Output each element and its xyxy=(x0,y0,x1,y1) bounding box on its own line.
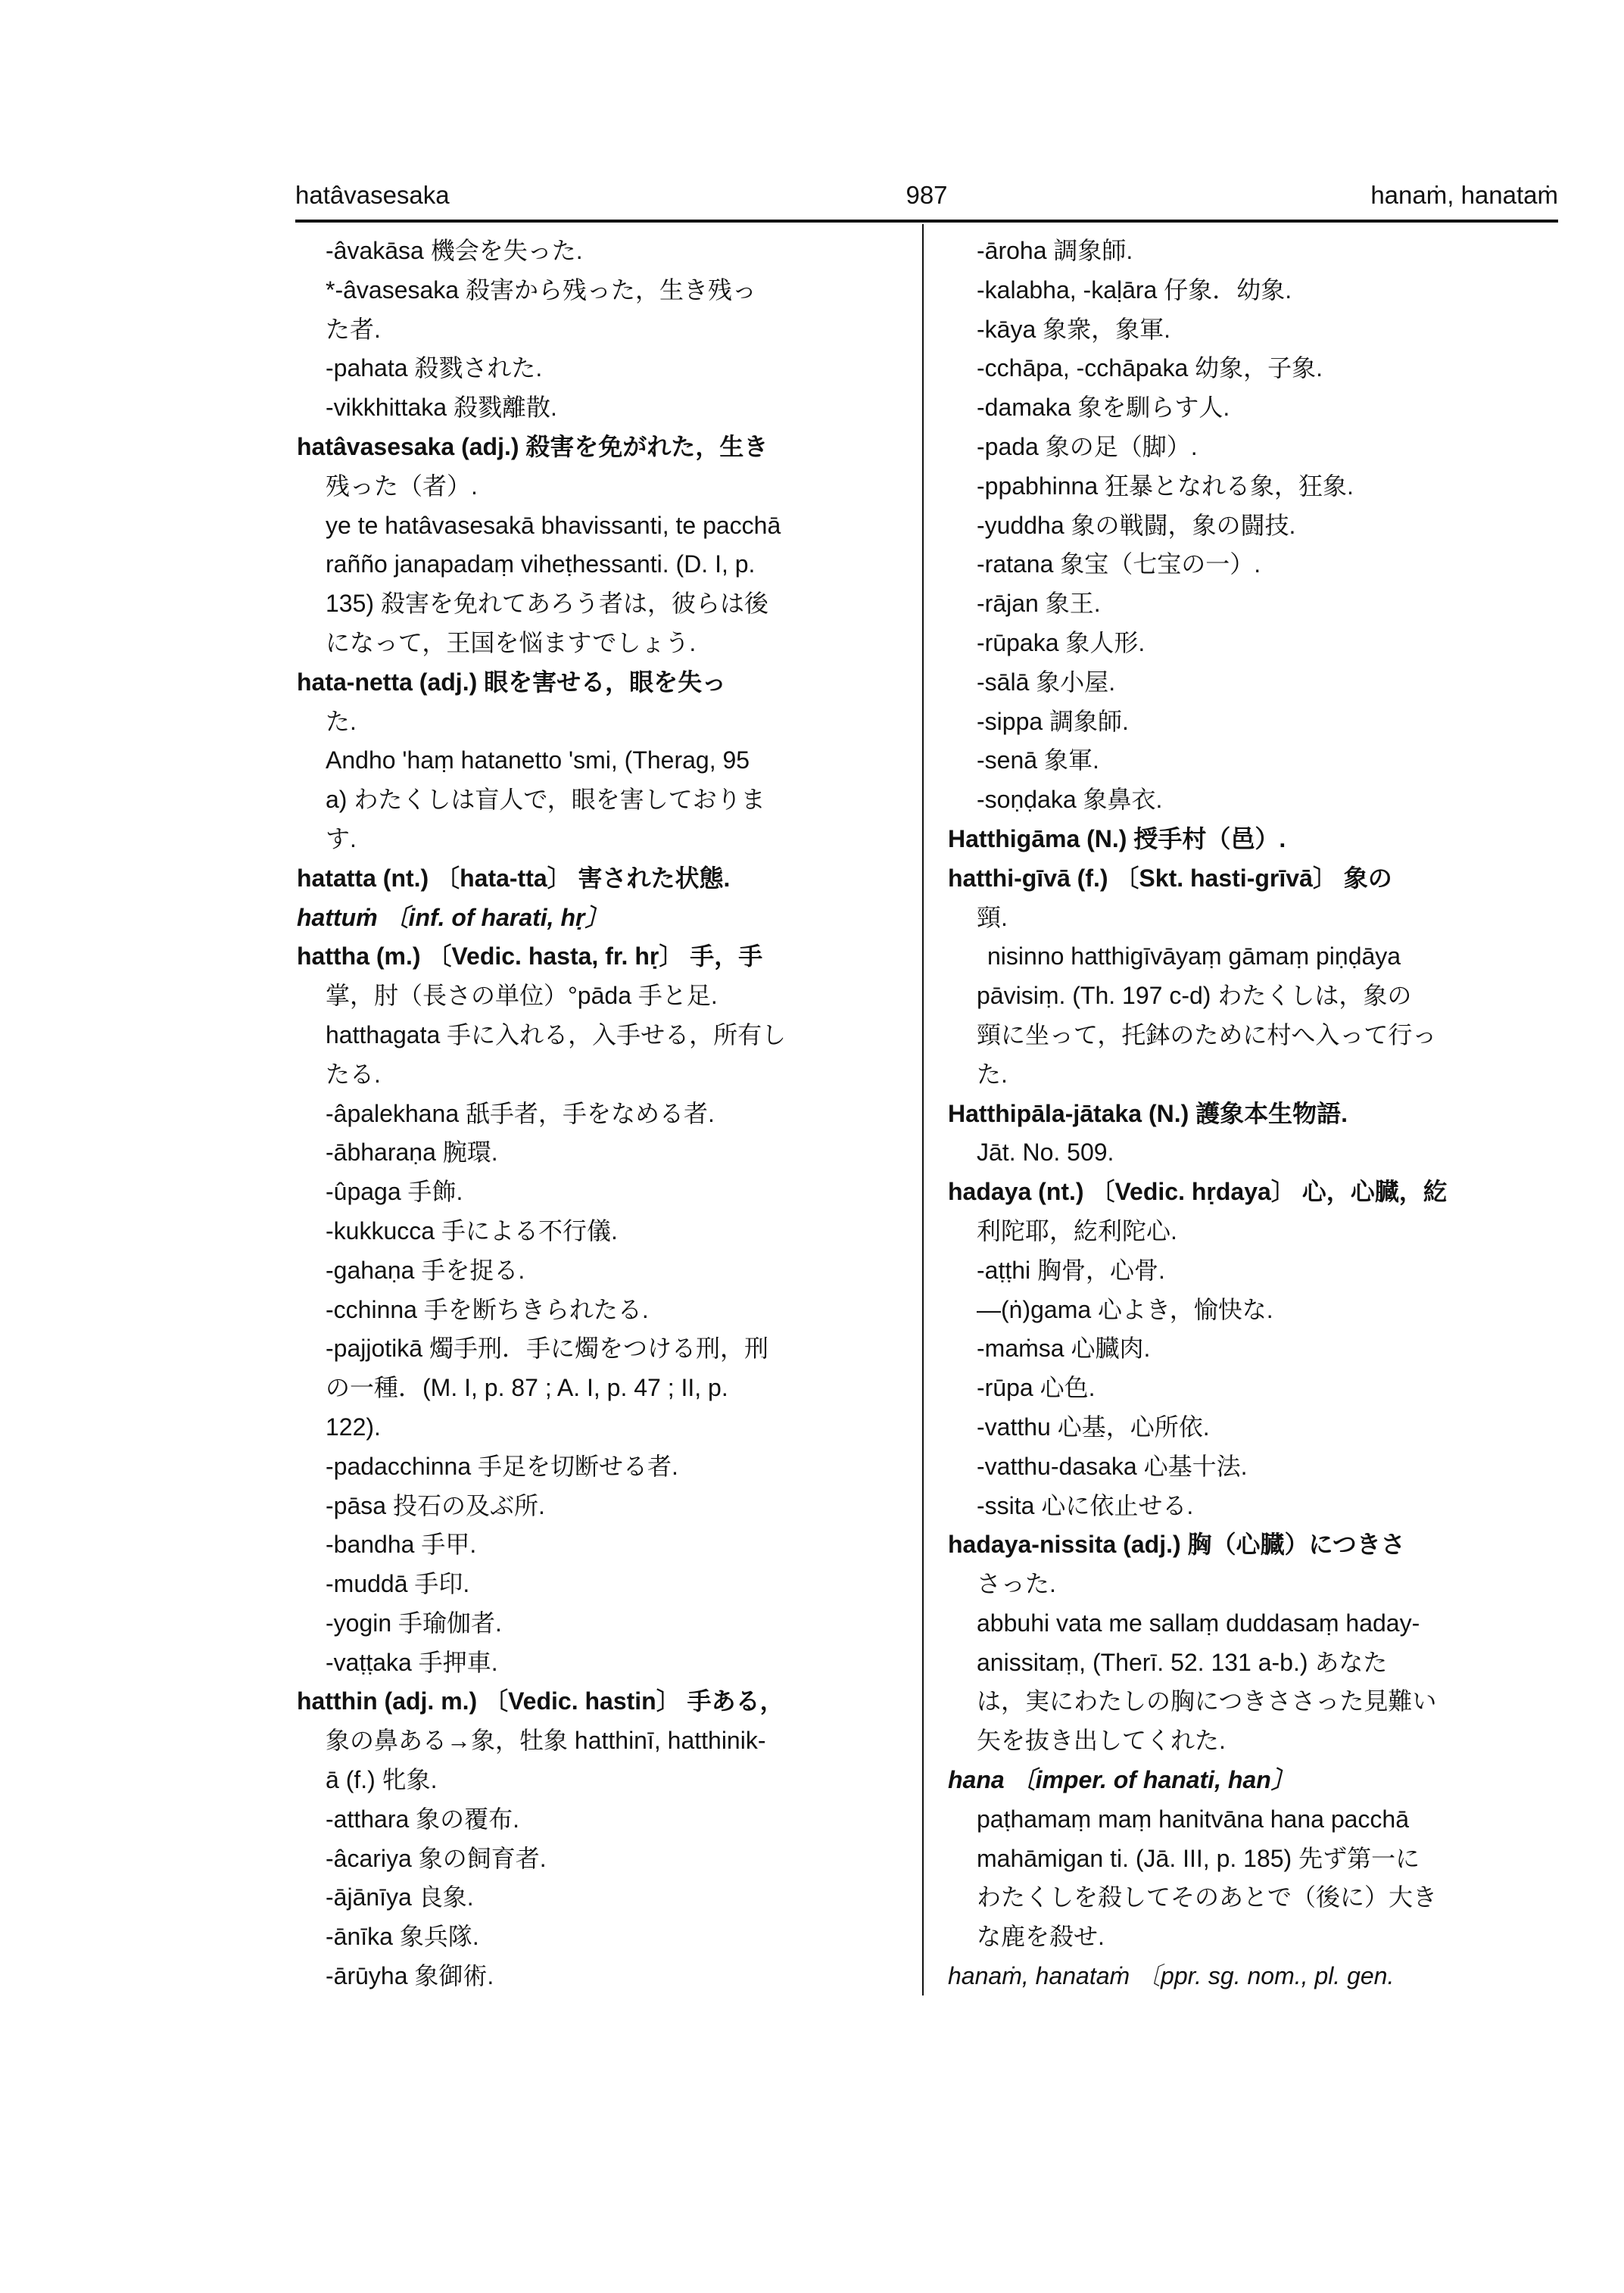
entry-line: の一種．(M. I, p. 87 ; A. I, p. 47 ; II, p. xyxy=(326,1374,728,1402)
entry-line: -ssita 心に依止せる. xyxy=(977,1491,1194,1519)
headword-line: hattha (m.) 〔Vedic. hasta, fr. hṛ〕 手，手 xyxy=(297,942,763,970)
entry-line: *-âvasesaka 殺害から残った，生き残っ xyxy=(326,276,756,304)
entry-line: -vatthu-dasaka 心基十法. xyxy=(977,1452,1248,1480)
entry-line: -damaka 象を馴らす人. xyxy=(977,394,1230,422)
entry-line: になって，王国を悩ますでしょう. xyxy=(326,628,697,656)
entry-line: abbuhi vata me sallaṃ duddasaṃ haday- xyxy=(977,1609,1420,1637)
entry-line: -âvakāsa 機会を失った. xyxy=(326,237,583,264)
header-rule xyxy=(295,220,1558,223)
entry-line: raññо janapadaṃ viheṭhessanti. (D. I, p. xyxy=(326,550,756,578)
entry-line: -ûpaga 手飾. xyxy=(326,1178,463,1206)
entry-line: -sippa 調象師. xyxy=(977,707,1129,735)
header-left-guideword: hatâvasesaka xyxy=(295,181,450,209)
entry-line: a) わたくしは盲人で，眼を害しておりま xyxy=(326,786,765,814)
headword-line: Hatthipāla-jātaka (N.) 護象本生物語. xyxy=(948,1099,1348,1127)
entry-line: -gahaṇa 手を捉る. xyxy=(326,1256,525,1284)
entry-line: -kāya 象衆，象軍. xyxy=(977,315,1171,343)
entry-line: pāvisiṃ. (Th. 197 c-d) わたくしは，象の xyxy=(977,982,1412,1010)
entry-line: -vatthu 心基，心所依. xyxy=(977,1413,1210,1441)
entry-line: -aṭṭhi 胸骨，心骨. xyxy=(977,1256,1165,1284)
entry-line: 135) 殺害を免れてあろう者は，彼らは後 xyxy=(326,590,768,618)
entry-line: -ābharaṇa 腕環. xyxy=(326,1139,498,1167)
headword-line: hatâvasesaka (adj.) 殺害を免がれた，生き xyxy=(297,432,768,460)
entry-line: -âcariya 象の飼育者. xyxy=(326,1844,547,1872)
entry-line: -maṁsa 心臓肉. xyxy=(977,1335,1151,1363)
entry-line: 頸. xyxy=(977,903,1008,931)
entry-line: —(ṅ)gama 心よき，愉快な. xyxy=(977,1295,1273,1323)
entry-line: ye te hatâvasesakā bhavissanti, te pacchā xyxy=(326,511,781,539)
entry-line: -ājānīya 良象. xyxy=(326,1883,474,1911)
entry-line: た者. xyxy=(326,315,381,343)
entry-line: -soṇḍaka 象鼻衣. xyxy=(977,786,1163,814)
entry-line: -ārūyha 象御術. xyxy=(326,1962,494,1990)
entry-line: ā (f.) 牝象. xyxy=(326,1766,438,1794)
page-number: 987 xyxy=(906,181,948,209)
left-column xyxy=(297,232,915,1996)
entry-line: たる. xyxy=(326,1060,381,1088)
entry-line: わたくしを殺してそのあとで（後に）大き xyxy=(977,1883,1438,1911)
entry-line: -āroha 調象師. xyxy=(977,237,1133,264)
entry-line: な鹿を殺せ. xyxy=(977,1923,1105,1951)
entry-line: 掌，肘（長さの単位）°pāda 手と足. xyxy=(326,982,718,1010)
entry-line: nisinno hatthigīvāyaṃ gāmaṃ piṇḍāya xyxy=(987,942,1401,970)
headword-line: hatatta (nt.) 〔hata-tta〕 害された状態. xyxy=(297,864,731,892)
headword-line: hadaya (nt.) 〔Vedic. hṛdaya〕 心，心臓，紇 xyxy=(948,1178,1448,1206)
column-divider xyxy=(922,224,924,1995)
entry-line: -cchinna 手を断ちきられたる. xyxy=(326,1295,649,1323)
entry-line: -yuddha 象の戦闘，象の闘技. xyxy=(977,511,1296,539)
entry-line: -vaṭṭaka 手押車. xyxy=(326,1648,498,1676)
entry-line: -pahata 殺戮された. xyxy=(326,354,543,382)
entry-line: -sālā 象小屋. xyxy=(977,668,1116,696)
right-column xyxy=(948,232,1566,1996)
entry-line: 利陀耶，紇利陀心. xyxy=(977,1217,1177,1245)
entry-line: -pada 象の足（脚）. xyxy=(977,432,1198,460)
entry-line: は，実にわたしの胸につきささった見難い xyxy=(977,1687,1437,1715)
entry-line: hatthagata 手に入れる，入手せる，所有し xyxy=(326,1020,787,1048)
entry-line: 122). xyxy=(326,1413,381,1441)
entry-line: -pāsa 投石の及ぶ所. xyxy=(326,1491,545,1519)
headword-line: hatthin (adj. m.) 〔Vedic. hastin〕 手ある， xyxy=(297,1687,784,1715)
headword-line: hata-netta (adj.) 眼を害せる，眼を失っ xyxy=(297,668,727,696)
entry-line: た. xyxy=(977,1060,1008,1088)
entry-line: -pajjotikā 燭手刑．手に燭をつける刑，刑 xyxy=(326,1335,768,1363)
headword-line: hattuṁ 〔inf. of harati, hṛ〕 xyxy=(297,903,609,931)
entry-line: -âpalekhana 舐手者，手をなめる者. xyxy=(326,1099,715,1127)
entry-line: -ppabhinna 狂暴となれる象，狂象. xyxy=(977,472,1354,500)
entry-line: Jāt. No. 509. xyxy=(977,1139,1114,1167)
entry-line: 矢を抜き出してくれた. xyxy=(977,1727,1226,1755)
running-header xyxy=(295,174,1558,217)
entry-line: paṭhamaṃ maṃ hanitvāna hana pacchā xyxy=(977,1805,1410,1833)
headword-line: hana 〔imper. of hanati, han〕 xyxy=(948,1766,1295,1794)
entry-line: さった. xyxy=(977,1570,1056,1598)
entry-line: -senā 象軍. xyxy=(977,746,1099,774)
entry-line: -vikkhittaka 殺戮離散. xyxy=(326,394,557,422)
header-right-guideword: hanaṁ, hanataṁ xyxy=(1370,181,1558,209)
entry-line: mahāmigan ti. (Jā. III, p. 185) 先ず第一に xyxy=(977,1844,1420,1872)
entry-line: -muddā 手印. xyxy=(326,1570,470,1598)
entry-line: -rūpa 心色. xyxy=(977,1374,1096,1402)
entry-line: -kalabha, -kaḷāra 仔象．幼象. xyxy=(977,276,1292,304)
entry-line: -rūpaka 象人形. xyxy=(977,628,1146,656)
entry-line: す. xyxy=(326,824,357,852)
entry-line: -atthara 象の覆布. xyxy=(326,1805,520,1833)
entry-line: -yogin 手瑜伽者. xyxy=(326,1609,502,1637)
entry-line: た. xyxy=(326,707,357,735)
entry-line: -rājan 象王. xyxy=(977,590,1101,618)
entry-line: 残った（者）. xyxy=(326,472,478,500)
entry-line: -ānīka 象兵隊. xyxy=(326,1923,479,1951)
headword-line: Hatthigāma (N.) 授手村（邑）. xyxy=(948,824,1286,852)
entry-line: Andho 'haṃ hatanetto 'smi, (Therag, 95 xyxy=(326,746,750,774)
entry-line: 頸に坐って，托鉢のために村へ入って行っ xyxy=(977,1020,1437,1048)
entry-line: anissitaṃ, (Therī. 52. 131 a-b.) あなた xyxy=(977,1648,1388,1676)
entry-line: -kukkucca 手による不行儀. xyxy=(326,1217,618,1245)
headword-line: hadaya-nissita (adj.) 胸（心臓）につきさ xyxy=(948,1531,1405,1559)
entry-line: -cchāpa, -cchāpaka 幼象，子象. xyxy=(977,354,1323,382)
entry-line: -padacchinna 手足を切断せる者. xyxy=(326,1452,678,1480)
entry-line: 象の鼻ある→象，牡象 hatthinī, hatthinik- xyxy=(326,1727,766,1755)
headword-line: hanaṁ, hanataṁ 〔ppr. sg. nom., pl. gen. xyxy=(948,1962,1395,1990)
headword-line: hatthi-gīvā (f.) 〔Skt. hasti-grīvā〕 象の xyxy=(948,864,1392,892)
entry-line: -bandha 手甲. xyxy=(326,1531,477,1559)
entry-line: -ratana 象宝（七宝の一）. xyxy=(977,550,1261,578)
